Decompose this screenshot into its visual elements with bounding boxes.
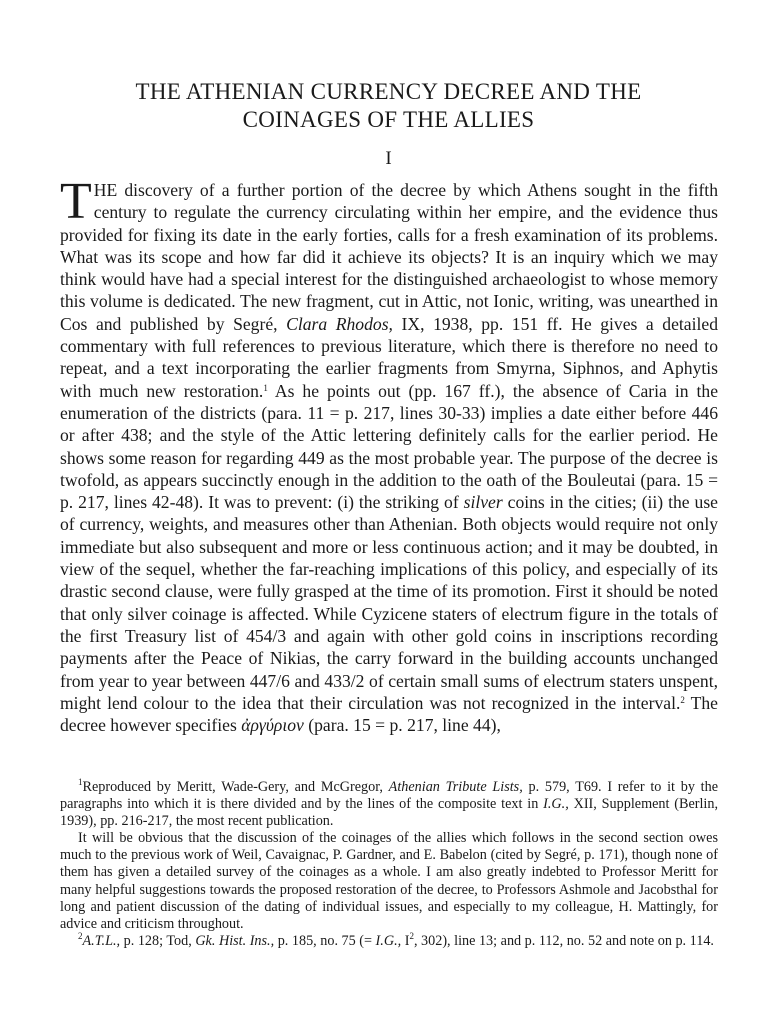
footnote-1-continued: It will be obvious that the discussion of the coinages of the allies which follows in the second section owes much to the previous work of Weil, Cavaignac, P. Gardner, and E. Babelon (cited by Segré, p. 171), though none of them has given a detailed survey of the coinages as a whole. I am also greatly indebted to Professor Meritt for many helpful suggestions towards the proposed restoration of the decree, to Professors Ashmole and Jacobsthal for long and patient discussion of the dating of individual issues, and especially to my colleague, H. Mattingly, for advice and criticism throughout.	[60, 830, 718, 932]
footnote-2-mark: 2	[78, 930, 83, 941]
body-text-part: The decree however specifies	[60, 692, 718, 736]
body-text-part: coins in the cities; (ii) the use of currency, weights, and measures other than Athenian. Both objects would require not only immediate but also subsequent and more or less continuous action; and it may be doubted, in view of the sequel, whether the far-reaching implications of this policy, and especially of its drastic second clause, were fully grasped at the time of its promotion. First it should be noted that only silver coinage is affected. While Cyzicene staters of electrum figure in the totals of the first Treasury list of 454/3 and again with other gold coins in inscriptions recording payments after the Peace of Nikias, the carry forward in the building accounts unchanged from year to year between 447/6 and 433/2 of certain small sums of electrum staters unspent, might lend colour to the idea that their circulation was not recognized in the interval.	[60, 492, 718, 713]
body-text-part: As he points out (pp. 167 ff.), the absence of Caria in the enumeration of the districts (para. 11 = p. 217, lines 30-33) implies a date either before 446 or after 438; and the style of the Attic lettering definitely calls for the earlier period. He shows some reason for regarding 449 as the most probable year. The purpose of the decree is twofold, as appears succinctly enough in the addition to the oath of the Bouleutai (para. 15 = p. 217, lines 42-48). It was to prevent: (i) the striking of	[60, 380, 719, 513]
body-text-part: (para. 15 = p. 217, line 44),	[303, 715, 501, 736]
article-title-line-2: COINAGES OF THE ALLIES	[242, 107, 535, 132]
body-text-part: IX, 1938, pp. 151 ff. He gives a detailed commentary with full references to previous literature, which there is therefore no need to repeat, and a text incorporating the earlier fragments from Smyrna, Siphnos, and Aphytis with much new restoration.	[60, 313, 718, 401]
body-text-part: HE discovery of a further portion of the decree by which Athens sought in the fifth century to regulate the currency circulating within her empire, and the evidence thus provided for fixing its date in the early forties, calls for a fresh examination of its problems. What was its scope and how far did it achieve its objects? It is an inquiry which we may think would have had a special interest for the distinguished archaeologist to whose memory this volume is dedicated. The new fragment, cut in Attic, not Ionic, writing, was unearthed in Cos and published by Segré,	[60, 180, 718, 334]
body-paragraph	[60, 173, 719, 736]
footnote-reference-2: 2	[680, 694, 685, 705]
footnote-text: Reproduced by Meritt, Wade-Gery, and McGregor,	[82, 779, 389, 795]
drop-cap: T	[60, 173, 92, 230]
footnote-italic: Athenian Tribute Lists,	[388, 779, 523, 795]
footnote-text: , 302), line 13; and p. 112, no. 52 and note on p. 114.	[413, 932, 714, 949]
footnote-text: I	[401, 932, 410, 949]
footnote-text: XII, Supplement (Berlin, 1939), pp. 216-217, the most recent publication.	[60, 796, 718, 830]
body-greek-word: ἀργύριον	[241, 715, 304, 736]
footnote-text: p. 579, T69. I refer to it by the paragraphs into which it is there divided and by the lines of the composite text in	[60, 779, 718, 813]
footnote-italic: Gk. Hist. Ins.,	[195, 932, 275, 949]
footnote-reference-1: 1	[263, 382, 268, 393]
footnote-2	[60, 930, 718, 950]
footnote-text: p. 185, no. 75 (=	[274, 932, 376, 949]
footnote-italic: I.G.,	[543, 796, 569, 813]
footnotes	[60, 779, 718, 950]
footnote-1-mark: 1	[78, 777, 83, 787]
footnote-1	[60, 779, 718, 830]
footnote-italic: A.T.L.,	[82, 932, 121, 949]
section-number: I	[385, 148, 392, 169]
footnote-superscript: 2	[409, 930, 414, 941]
body-italic-word: silver	[463, 492, 503, 513]
footnote-text: p. 128; Tod,	[120, 932, 196, 949]
article-title	[60, 78, 717, 134]
body-italic-title: Clara Rhodos,	[286, 313, 393, 334]
footnote-italic: I.G.,	[375, 932, 402, 949]
article-title-line-1: THE ATHENIAN CURRENCY DECREE AND THE	[135, 79, 642, 104]
